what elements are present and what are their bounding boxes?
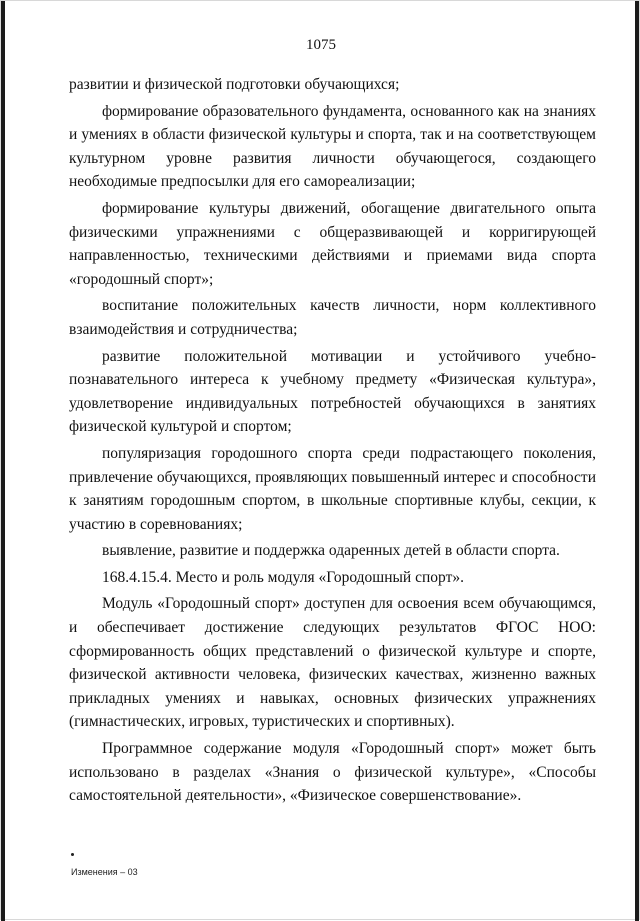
paragraph: развитии и физической подготовки обучающихся; xyxy=(69,76,400,93)
page-number: 1075 xyxy=(306,37,336,53)
paragraph: развитие положительной мотивации и устойчивого учебно-познавательного интереса к учебному предмету «Физическая культура», удовлетворение индивидуальных потребностей обучающихся в занятиях физической культурой и спортом; xyxy=(69,347,596,436)
footer-dot xyxy=(71,853,74,856)
section-heading: 168.4.15.4. Место и роль модуля «Городошный спорт». xyxy=(102,568,464,586)
paragraph: Программное содержание модуля «Городошный спорт» может быть использовано в разделах «Знания о физической культуре», «Способы самостоятельной деятельности», «Физическое совершенствование». xyxy=(69,740,596,805)
paragraph: выявление, развитие и поддержка одаренных детей в области спорта. xyxy=(102,542,560,560)
paragraph: формирование образовательного фундамента, основанного как на знаниях и умениях в области физической культуры и спорта, так и на соответствующем культурном уровне развития личности обучающегося, создающего необходимые предпосылки для его самореализации; xyxy=(69,102,596,191)
paragraph: популяризация городошного спорта среди подрастающего поколения, привлечение обучающихся, проявляющих повышенный интерес и способности к занятиям городошным спортом, в школьные спортивные клубы, секции, к участию в соревнованиях; xyxy=(69,444,596,533)
footer-revision-note: Изменения – 03 xyxy=(71,867,138,877)
paragraph: Модуль «Городошный спорт» доступен для освоения всем обучающимся, и обеспечивает достижение следующих результатов ФГОС НОО: сформированность общих представлений о физической культуре и спорте, физической активности человека, физических качествах, жизненно важных прикладных умениях и навыках, основных физических упражнениях (гимнастических, игровых, туристических и спортивных). xyxy=(69,595,596,731)
document-body xyxy=(69,73,596,811)
paragraph: воспитание положительных качеств личности, норм коллективного взаимодействия и сотрудничества; xyxy=(69,297,596,338)
scan-edge-right xyxy=(635,1,639,921)
paragraph: формирование культуры движений, обогащение двигательного опыта физическими упражнениями с общеразвивающей и корригирующей направленностью, техническими действиями и приемами вида спорта «городошный спорт»; xyxy=(69,199,596,288)
scan-edge-left xyxy=(1,1,5,921)
